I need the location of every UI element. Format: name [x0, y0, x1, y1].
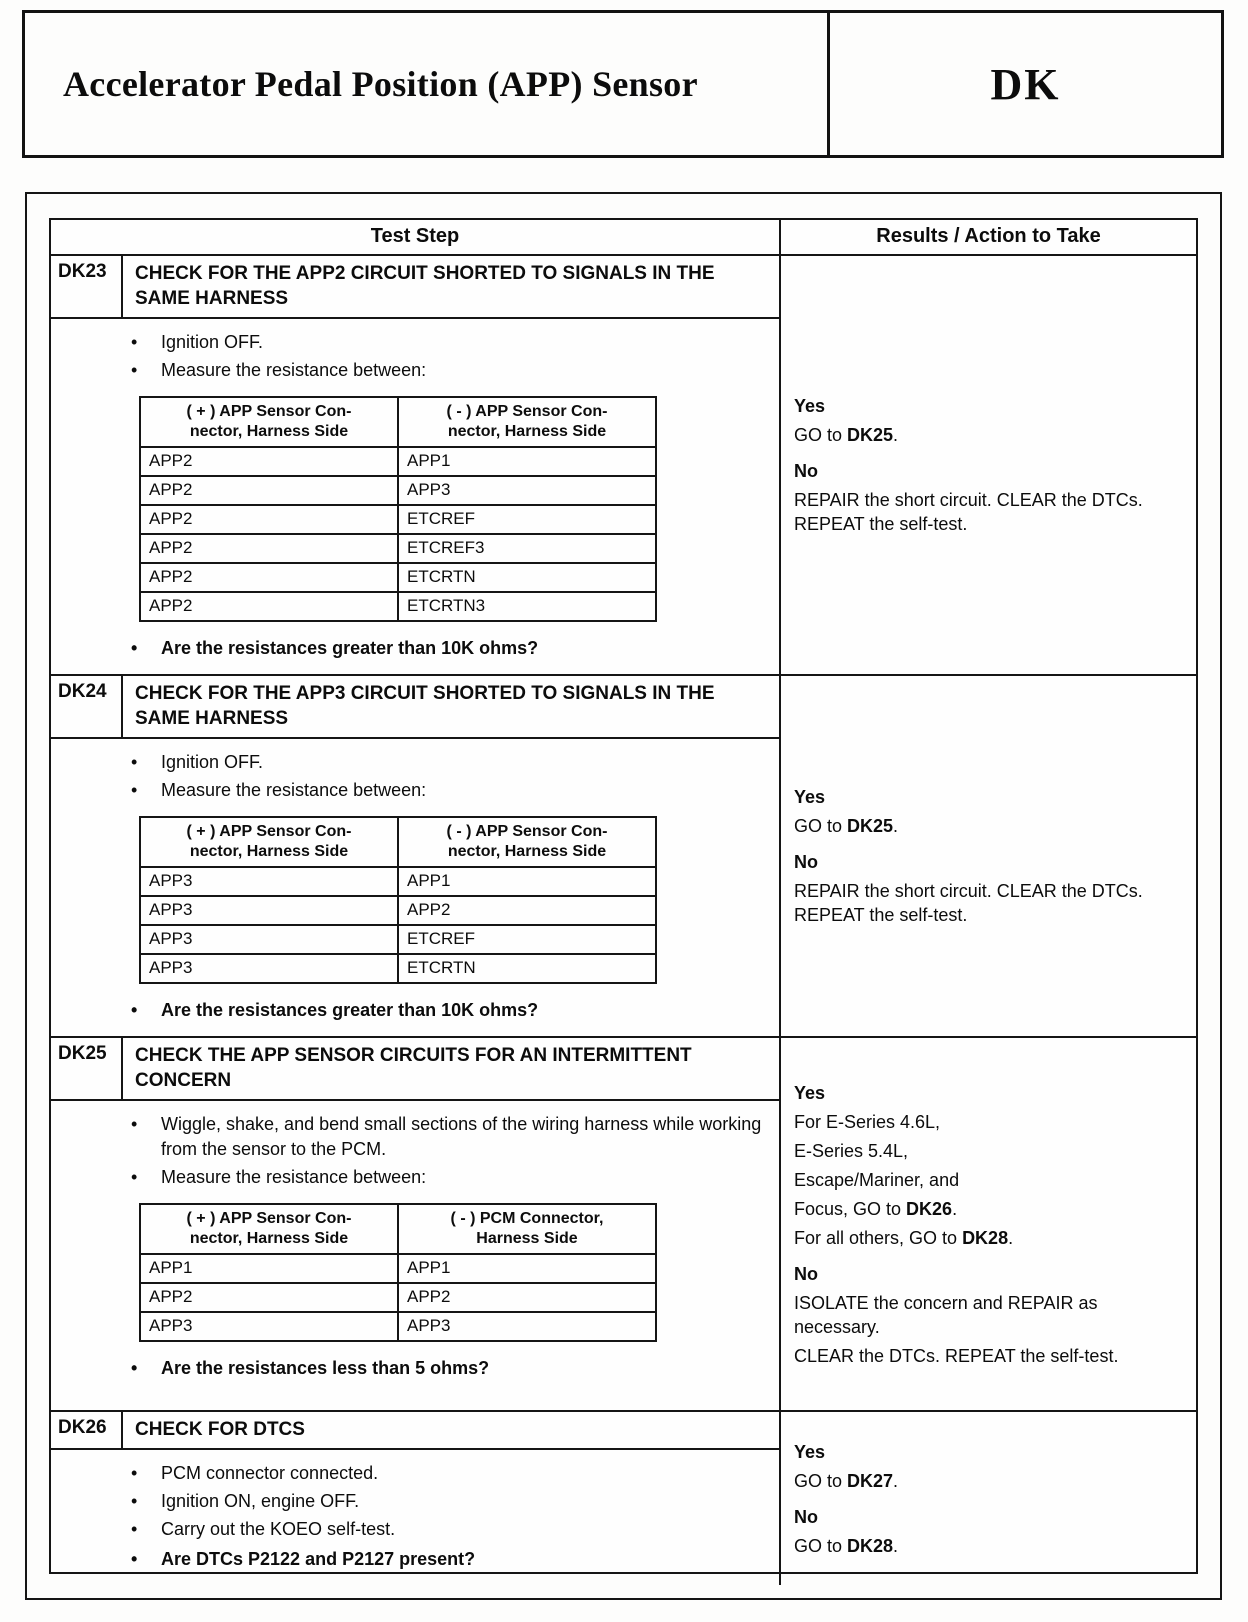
result-line: GO to DK28. [794, 1535, 899, 1556]
connector-table-cell: APP3 [140, 1312, 398, 1341]
test-step-cell [51, 1038, 781, 1410]
page-title: Accelerator Pedal Position (APP) Sensor [63, 64, 698, 104]
results-column-header: Results / Action to Take [876, 225, 1101, 247]
test-step-column-header: Test Step [51, 220, 781, 254]
step-body [51, 1450, 779, 1585]
step-body [51, 739, 779, 1036]
connector-table-header-row [140, 397, 656, 447]
result-answer: No [794, 852, 818, 872]
connector-table-row [140, 505, 656, 534]
connector-table-header-row [140, 817, 656, 867]
step-title: CHECK FOR THE APP2 CIRCUIT SHORTED TO SIGNALS IN THE SAME HARNESS [135, 263, 715, 309]
connector-table [139, 816, 657, 984]
question-bullet: • Are DTCs P2122 and P2127 present? [51, 1547, 767, 1572]
connector-table-cell: ETCREF [398, 505, 656, 534]
step-title-row [51, 256, 779, 319]
connector-table-cell: APP3 [140, 867, 398, 896]
step-body [51, 1101, 779, 1410]
result-answer: No [794, 1263, 818, 1284]
title-cell [25, 13, 827, 155]
bullet-item: • Measure the resistance between: [51, 778, 767, 803]
connector-table-row [140, 867, 656, 896]
results-cell [781, 676, 1196, 1036]
test-step-row [51, 254, 1196, 674]
pinpoint-test-table [49, 218, 1198, 1574]
test-step-cell [51, 676, 781, 1036]
connector-column-header: ( - ) PCM Connector, Harness Side [398, 1204, 656, 1254]
question-bullet: • Are the resistances less than 5 ohms? [51, 1356, 767, 1381]
step-question-list [51, 624, 779, 661]
connector-table-row [140, 563, 656, 592]
result-answer: Yes [794, 1082, 826, 1103]
connector-table-cell: APP3 [398, 476, 656, 505]
step-title: CHECK FOR THE APP3 CIRCUIT SHORTED TO SIGNALS IN THE SAME HARNESS [135, 683, 715, 729]
connector-table-cell: APP2 [140, 447, 398, 476]
connector-column-header: ( + ) APP Sensor Con- nector, Harness Side [140, 817, 398, 867]
result-line: For all others, GO to DK28. [794, 1227, 1014, 1248]
step-bullet-list [51, 1450, 779, 1542]
connector-table-cell: APP1 [140, 1254, 398, 1283]
result-line: ISOLATE the concern and REPAIR as necessary. [794, 1292, 1098, 1337]
connector-table-row [140, 925, 656, 954]
bullet-item: • Carry out the KOEO self-test. [51, 1517, 767, 1542]
connector-table-cell: APP2 [140, 1283, 398, 1312]
bullet-item: • Wiggle, shake, and bend small sections of the wiring harness while working from the sensor to the PCM. [51, 1112, 767, 1162]
connector-column-header: ( + ) APP Sensor Con- nector, Harness Side [140, 397, 398, 447]
connector-column-header: ( - ) APP Sensor Con- nector, Harness Side [398, 397, 656, 447]
step-bullet-list [51, 1101, 779, 1190]
result-line: E-Series 5.4L, [794, 1140, 909, 1161]
result-line: GO to DK27. [794, 1470, 899, 1491]
connector-table-cell: APP2 [398, 896, 656, 925]
step-body [51, 319, 779, 674]
result-line: GO to DK25. [794, 425, 899, 445]
connector-table-cell: ETCRTN [398, 954, 656, 983]
connector-table-cell: APP3 [140, 896, 398, 925]
result-answer: No [794, 1506, 818, 1527]
step-bullet-list [51, 739, 779, 803]
test-step-row [51, 674, 1196, 1036]
result-line: GO to DK25. [794, 816, 899, 836]
connector-table-row [140, 476, 656, 505]
connector-table-cell: APP1 [398, 867, 656, 896]
result-line: REPAIR the short circuit. CLEAR the DTCs. REPEAT the self-test. [794, 490, 1143, 534]
result-answer: Yes [794, 787, 826, 807]
connector-table-row [140, 896, 656, 925]
connector-table-cell: ETCRTN3 [398, 592, 656, 621]
step-id: DK24 [51, 676, 123, 737]
connector-table-cell: ETCRTN [398, 563, 656, 592]
question-bullet: • Are the resistances greater than 10K ohms? [51, 636, 767, 661]
step-title-row [51, 676, 779, 739]
result-line: CLEAR the DTCs. REPEAT the self-test. [794, 1345, 1119, 1366]
connector-table-row [140, 534, 656, 563]
step-question-list [51, 1545, 779, 1572]
bullet-item: • Ignition OFF. [51, 330, 767, 355]
step-question-list [51, 986, 779, 1023]
connector-table-row [140, 1254, 656, 1283]
connector-table-cell: APP2 [140, 592, 398, 621]
connector-table-cell: APP3 [398, 1312, 656, 1341]
connector-table-row [140, 592, 656, 621]
connector-table-cell: APP2 [140, 476, 398, 505]
bullet-item: • Ignition OFF. [51, 750, 767, 775]
results-cell [781, 1038, 1196, 1410]
connector-table-cell: APP1 [398, 1254, 656, 1283]
connector-column-header: ( - ) APP Sensor Con- nector, Harness Side [398, 817, 656, 867]
steps-container [51, 254, 1196, 1585]
test-step-cell [51, 256, 781, 674]
pinpoint-test-code: DK [990, 59, 1061, 109]
step-title: CHECK FOR DTCS [135, 1419, 305, 1440]
connector-table [139, 396, 657, 622]
connector-table-cell: APP1 [398, 447, 656, 476]
connector-table-cell: APP3 [140, 954, 398, 983]
connector-table-row [140, 447, 656, 476]
title-banner [22, 10, 1224, 158]
result-line: Focus, GO to DK26. [794, 1198, 958, 1219]
step-id: DK26 [51, 1412, 123, 1448]
connector-table-row [140, 1283, 656, 1312]
result-answer: Yes [794, 1441, 826, 1462]
bullet-item: • Ignition ON, engine OFF. [51, 1489, 767, 1514]
connector-table-cell: APP2 [140, 505, 398, 534]
test-table-frame [25, 192, 1222, 1600]
table-header-row [51, 220, 1196, 254]
step-question-list [51, 1344, 779, 1381]
results-cell [781, 1412, 1196, 1585]
test-step-row [51, 1410, 1196, 1585]
connector-table-cell: APP2 [140, 534, 398, 563]
test-step-row [51, 1036, 1196, 1410]
connector-table-row [140, 1312, 656, 1341]
bullet-item: • Measure the resistance between: [51, 358, 767, 383]
connector-table-cell: APP2 [140, 563, 398, 592]
step-id: DK23 [51, 256, 123, 317]
result-line: Escape/Mariner, and [794, 1169, 960, 1190]
connector-table-cell: ETCREF [398, 925, 656, 954]
step-title-row [51, 1412, 779, 1450]
result-line: For E-Series 4.6L, [794, 1111, 941, 1132]
step-title-row [51, 1038, 779, 1101]
bullet-item: • Measure the resistance between: [51, 1165, 767, 1190]
connector-table [139, 1203, 657, 1342]
step-id: DK25 [51, 1038, 123, 1099]
connector-table-header-row [140, 1204, 656, 1254]
connector-table-cell: APP3 [140, 925, 398, 954]
question-bullet: • Are the resistances greater than 10K ohms? [51, 998, 767, 1023]
connector-table-cell: APP2 [398, 1283, 656, 1312]
result-answer: No [794, 461, 818, 481]
result-line: REPAIR the short circuit. CLEAR the DTCs. REPEAT the self-test. [794, 881, 1143, 925]
code-cell [827, 13, 1221, 155]
test-step-cell [51, 1412, 781, 1585]
connector-table-cell: ETCREF3 [398, 534, 656, 563]
connector-table-row [140, 954, 656, 983]
bullet-item: • PCM connector connected. [51, 1461, 767, 1486]
results-cell [781, 256, 1196, 674]
result-answer: Yes [794, 396, 826, 416]
step-title: CHECK THE APP SENSOR CIRCUITS FOR AN INTERMITTENT CONCERN [135, 1045, 692, 1091]
step-bullet-list [51, 319, 779, 383]
connector-column-header: ( + ) APP Sensor Con- nector, Harness Side [140, 1204, 398, 1254]
